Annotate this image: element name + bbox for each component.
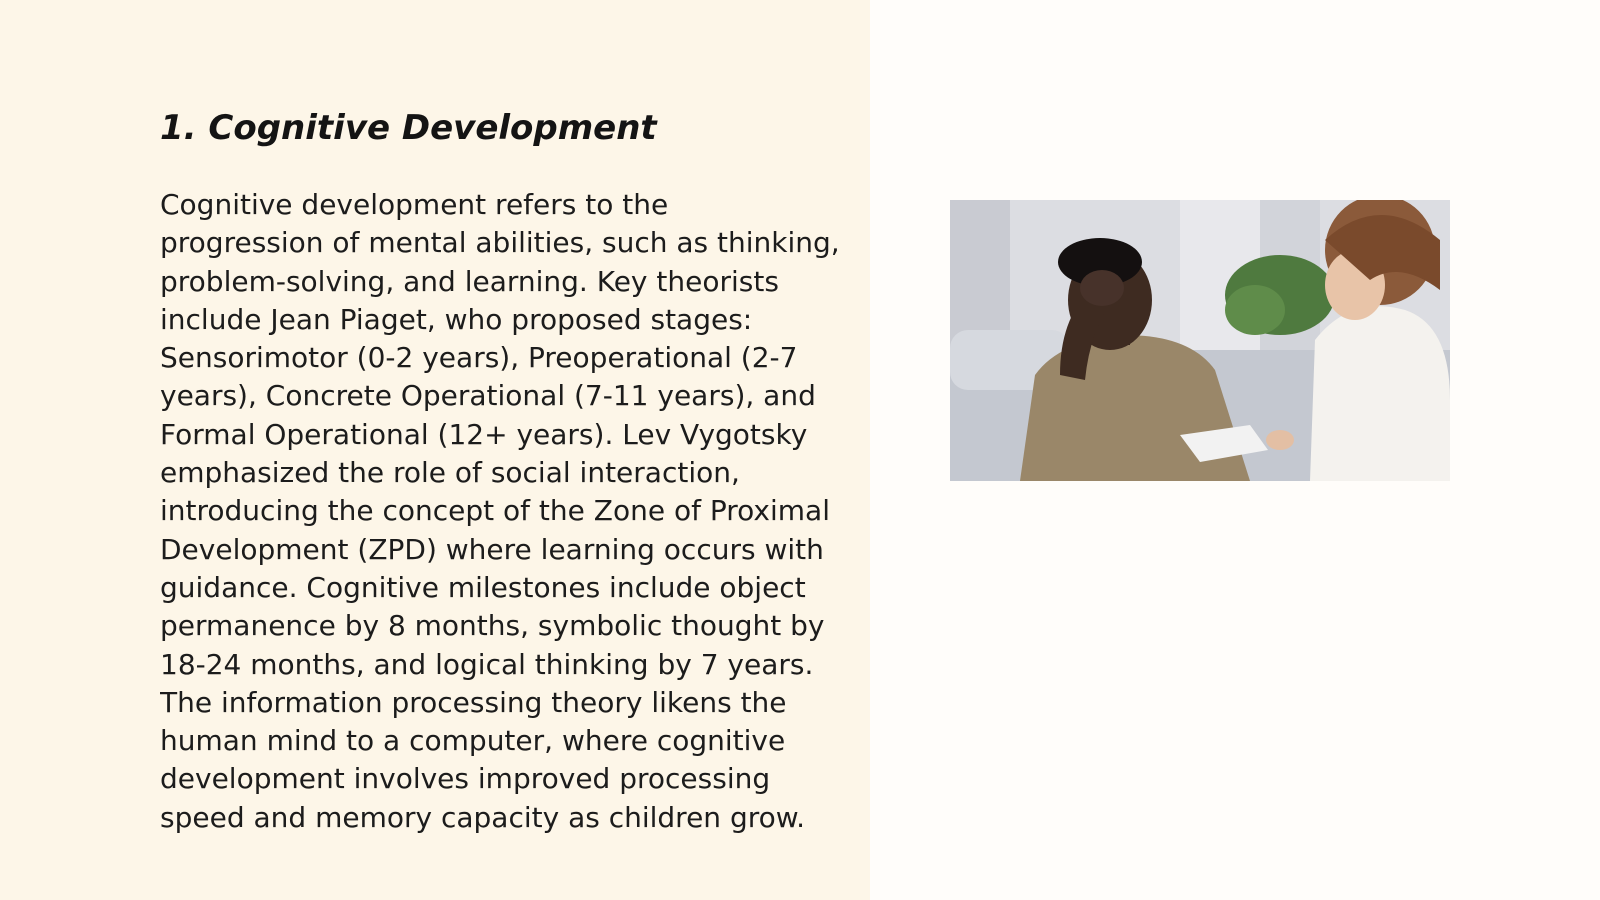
slide-title: 1. Cognitive Development xyxy=(160,108,657,148)
therapy-session-photo xyxy=(950,200,1450,481)
slide-body-text: Cognitive development refers to the progression of mental abilities, such as thinking, problem-solving, and learning. Key theorists include Jean Piaget, who proposed stages: Sensorimotor (0-2 years), Preoperational (2-7 years), Concrete Operational (7-11 years), and Formal Operational (12+ years). Lev Vygotsky emphasized the role of social interaction, introducing the concept of the Zone of Proximal Development (ZPD) where learning occurs with guidance. Cognitive milestones include object permanence by 8 months, symbolic thought by 18-24 months, and logical thinking by 7 years. The information processing theory likens the human mind to a computer, where cognitive development involves improved processing speed and memory capacity as children grow. xyxy=(160,188,840,834)
